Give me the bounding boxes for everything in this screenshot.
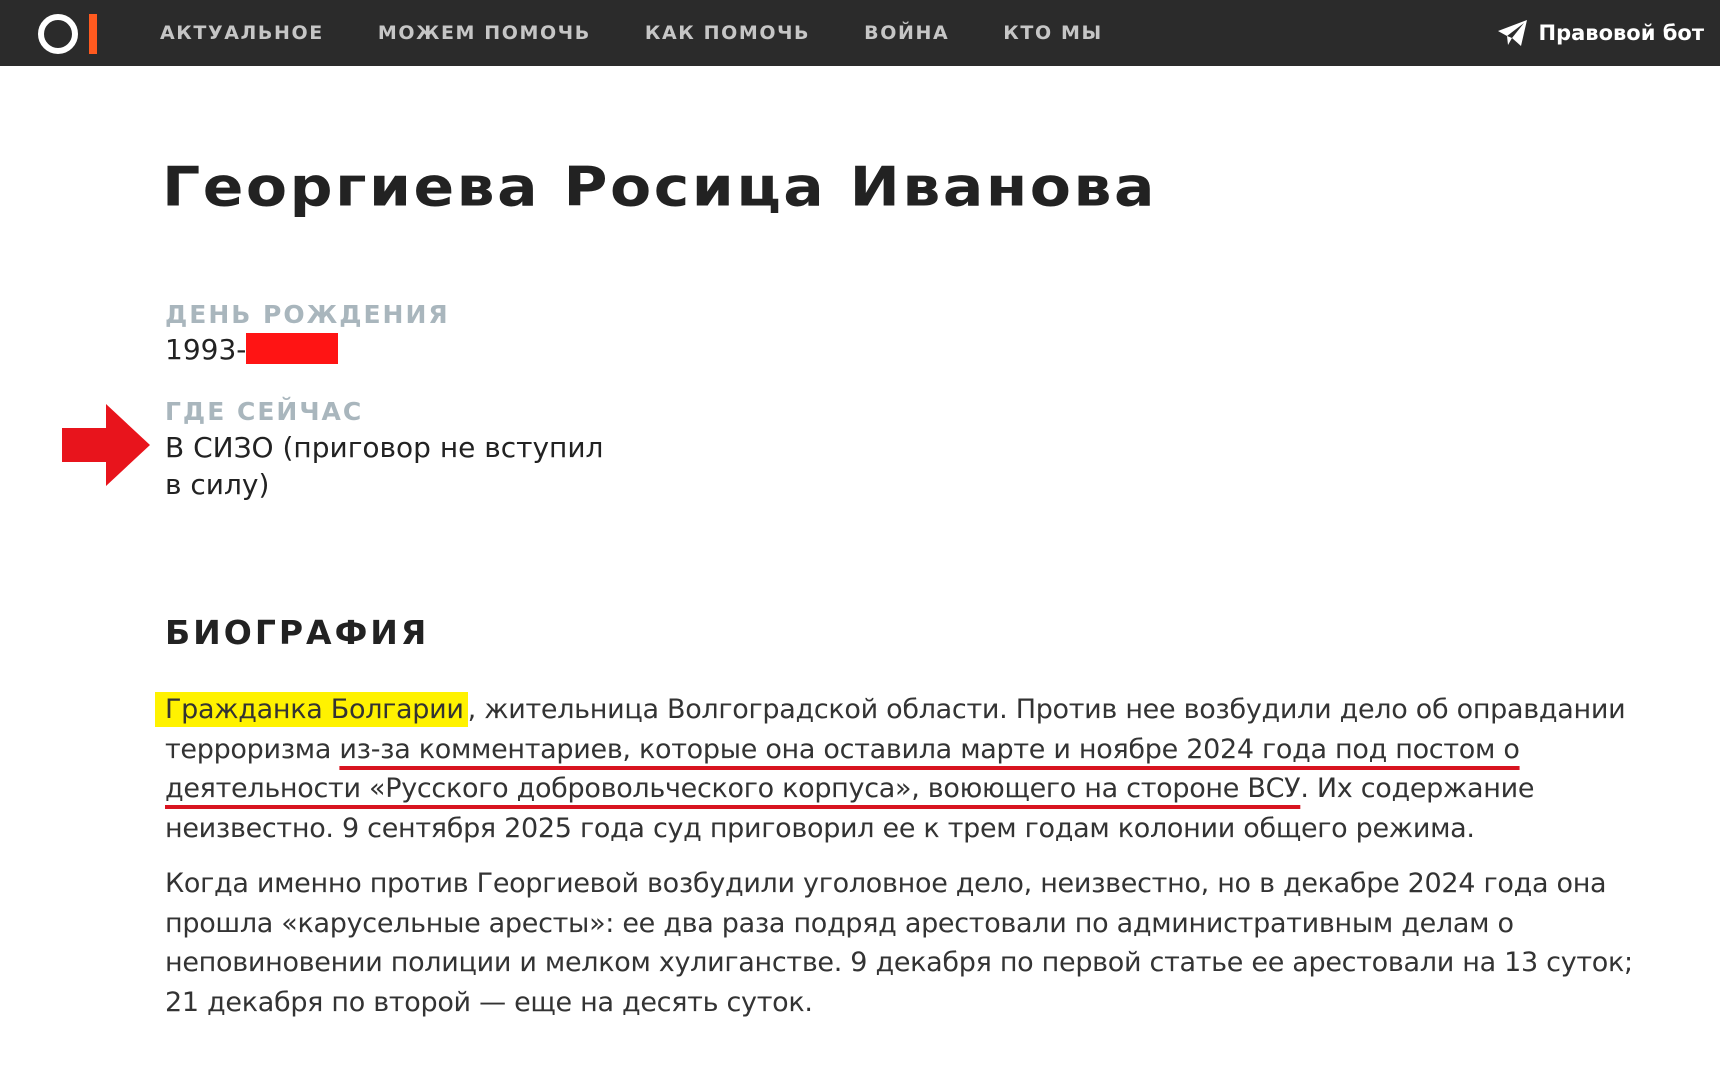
telegram-plane-icon [1497, 19, 1529, 47]
birthday-label: ДЕНЬ РОЖДЕНИЯ [165, 300, 450, 329]
site-logo[interactable] [36, 13, 100, 53]
underlined-comments-phrase: из-за комментариев, которые она оставила марте и ноябре 2024 года под постом о деятельности «Русского добровольческого корпуса», воюющего на стороне ВСУ [165, 733, 1520, 804]
nav-item-aktualnoe[interactable]: АКТУАЛЬНОЕ [160, 22, 324, 44]
top-navigation-bar [0, 0, 1720, 66]
biography-paragraph-2: Когда именно против Георгиевой возбудили уголовное дело, неизвестно, но в декабре 2024 года она прошла «карусельные аресты»: ее два раза подряд арестовали по административным делам о неповиновении полиции и мелком хулиганстве. 9 декабря по первой статье ее арестовали на 13 суток; 21 декабря по второй — еще на десять суток. [165, 868, 1633, 1018]
birthday-value-text: 1993- [165, 333, 247, 366]
location-label: ГДЕ СЕЙЧАС [165, 397, 364, 426]
highlighted-citizenship: Гражданка Болгарии [155, 692, 468, 727]
redaction-box [246, 333, 338, 364]
biography-text-1b: . Их содержание неизвестно. 9 сентября 2025 года суд приговорил ее к трем годам колонии общего режима. [165, 773, 1535, 844]
nav-item-kak-pomoch[interactable]: КАК ПОМОЧЬ [644, 22, 811, 44]
legal-bot-link[interactable] [1497, 0, 1705, 66]
nav-item-voyna[interactable]: ВОЙНА [864, 22, 950, 44]
birthday-value [165, 331, 338, 368]
main-nav [160, 0, 1157, 66]
biography-heading: БИОГРАФИЯ [165, 613, 430, 652]
nav-item-mozhem-pomoch[interactable]: МОЖЕМ ПОМОЧЬ [377, 22, 591, 44]
location-value: В СИЗО (приговор не вступил в силу) [165, 431, 604, 501]
biography-paragraph-1 [165, 690, 1665, 848]
logo-ring-icon [38, 14, 78, 54]
logo-bar-icon [89, 14, 97, 54]
legal-bot-label: Правовой бот [1538, 21, 1704, 45]
red-arrow-icon [62, 404, 152, 486]
page-title: Георгиева Росица Иванова [162, 156, 1157, 219]
nav-item-kto-my[interactable]: КТО МЫ [1003, 22, 1103, 44]
biography-text-1a: , жительница Волгоградской области. Против нее возбудили дело об оправдании терроризма [165, 694, 1626, 765]
